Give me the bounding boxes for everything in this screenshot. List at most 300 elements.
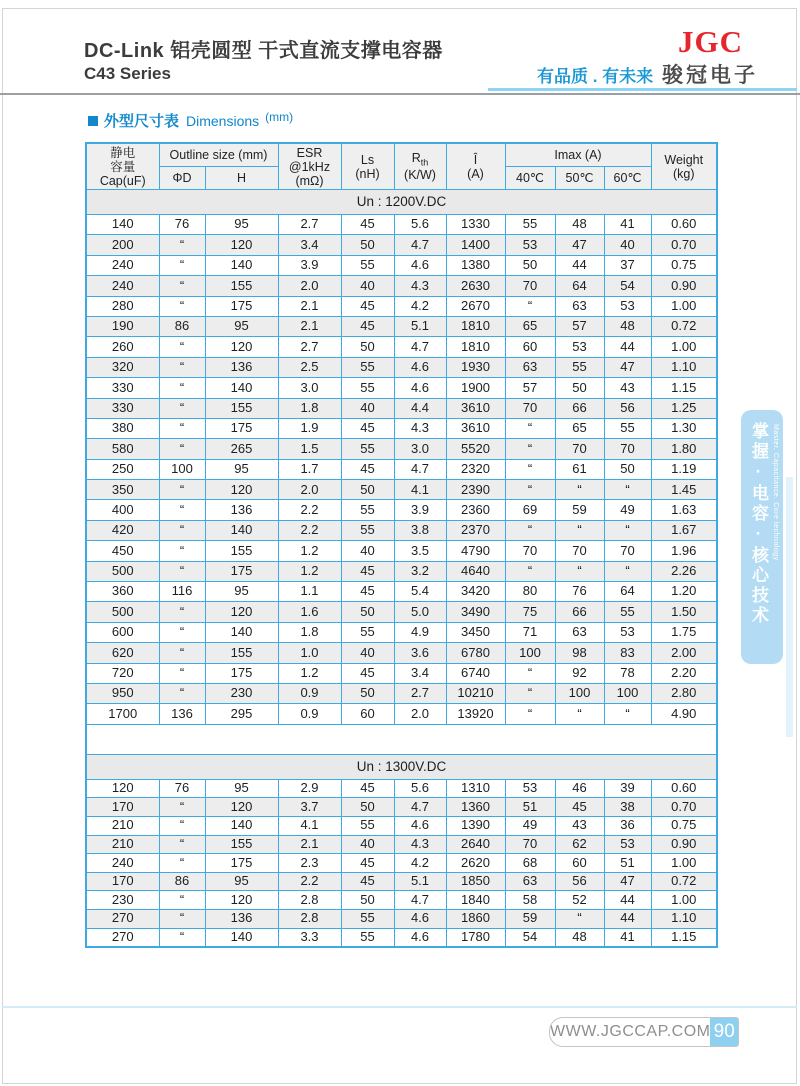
- table-row: [86, 357, 717, 377]
- cell: 50: [604, 459, 651, 479]
- cell: “: [555, 520, 604, 540]
- cell: “: [505, 704, 555, 724]
- cell: “: [604, 704, 651, 724]
- section-title-en: Dimensions: [186, 112, 260, 129]
- cell: 43: [604, 378, 651, 398]
- sidebar-accent-strip: [786, 477, 793, 737]
- cell: 56: [555, 872, 604, 891]
- cell: 1.96: [651, 541, 717, 561]
- col-header-height: H: [205, 167, 278, 190]
- cell: 59: [555, 500, 604, 520]
- cell: 50: [341, 891, 394, 910]
- cell: 1.00: [651, 296, 717, 316]
- cell: 45: [555, 798, 604, 817]
- cell: “: [159, 835, 205, 854]
- cell: 350: [86, 480, 159, 500]
- cell: 55: [604, 602, 651, 622]
- cell: 100: [555, 683, 604, 703]
- cell: 120: [205, 891, 278, 910]
- section-title: [88, 110, 293, 131]
- footer-pill: [549, 1017, 739, 1047]
- cell: “: [555, 561, 604, 581]
- table-row: [86, 891, 717, 910]
- cell: 44: [604, 891, 651, 910]
- cell: 47: [604, 357, 651, 377]
- spec-table-body: [86, 190, 717, 948]
- cell: 2.2: [278, 872, 341, 891]
- table-row: [86, 541, 717, 561]
- cell: 1.20: [651, 582, 717, 602]
- cell: 37: [604, 255, 651, 275]
- header-row-1: [86, 143, 717, 167]
- cell: 210: [86, 816, 159, 835]
- cell: 2.00: [651, 643, 717, 663]
- company-name: 骏冠电子: [662, 64, 758, 87]
- cell: 2.0: [278, 480, 341, 500]
- cell: “: [159, 480, 205, 500]
- cell: 98: [555, 643, 604, 663]
- cell: 50: [341, 337, 394, 357]
- cell: 61: [555, 459, 604, 479]
- cell: 265: [205, 439, 278, 459]
- cell: 55: [341, 357, 394, 377]
- cell: 4.6: [394, 357, 446, 377]
- cell: “: [159, 337, 205, 357]
- table-row: [86, 296, 717, 316]
- cell: 2620: [446, 854, 505, 873]
- cell: 45: [341, 582, 394, 602]
- cell: 55: [341, 928, 394, 947]
- cell: 40: [341, 643, 394, 663]
- cell: 2.7: [278, 215, 341, 235]
- cell: 450: [86, 541, 159, 561]
- col-header-cap: 静电 容量 Cap(uF): [86, 143, 159, 190]
- cell: 40: [341, 398, 394, 418]
- cell: 66: [555, 398, 604, 418]
- cell: 1.0: [278, 643, 341, 663]
- col-header-rth: $R_{th}$ (K/W): [394, 143, 446, 190]
- cell: 63: [555, 622, 604, 642]
- cell: 2.80: [651, 683, 717, 703]
- section-label: Un : 1200V.DC: [86, 190, 717, 215]
- cell: “: [159, 255, 205, 275]
- cell: 620: [86, 643, 159, 663]
- cell: 55: [341, 622, 394, 642]
- table-row: [86, 276, 717, 296]
- table-row: [86, 643, 717, 663]
- col-header-60c: 60℃: [604, 167, 651, 190]
- cell: “: [159, 276, 205, 296]
- table-row: [86, 561, 717, 581]
- cell: 2.2: [278, 500, 341, 520]
- cell: 155: [205, 643, 278, 663]
- cell: 71: [505, 622, 555, 642]
- cell: 6780: [446, 643, 505, 663]
- cell: 0.60: [651, 215, 717, 235]
- cell: 1810: [446, 337, 505, 357]
- cell: 76: [159, 779, 205, 798]
- cell: 100: [505, 643, 555, 663]
- cell: 95: [205, 459, 278, 479]
- table-row: [86, 235, 717, 255]
- cell: 50: [505, 255, 555, 275]
- table-row: [86, 215, 717, 235]
- cell: 76: [159, 215, 205, 235]
- cell: “: [555, 480, 604, 500]
- cell: 2.5: [278, 357, 341, 377]
- cell: 175: [205, 418, 278, 438]
- cell: 53: [505, 779, 555, 798]
- cell: “: [159, 891, 205, 910]
- cell: 5.6: [394, 215, 446, 235]
- cell: 1.45: [651, 480, 717, 500]
- cell: “: [159, 500, 205, 520]
- cell: 4.1: [278, 816, 341, 835]
- cell: 45: [341, 296, 394, 316]
- cell: 3610: [446, 398, 505, 418]
- cell: 46: [555, 779, 604, 798]
- table-row: [86, 337, 717, 357]
- spec-table: [85, 142, 718, 948]
- cell: 0.90: [651, 276, 717, 296]
- cell: 3.3: [278, 928, 341, 947]
- cell: 95: [205, 582, 278, 602]
- cell: 4.7: [394, 337, 446, 357]
- cell: 4.3: [394, 418, 446, 438]
- cell: “: [159, 418, 205, 438]
- section-label-row: [86, 754, 717, 779]
- cell: 64: [555, 276, 604, 296]
- cell: 210: [86, 835, 159, 854]
- cell: 47: [555, 235, 604, 255]
- cell: 0.70: [651, 235, 717, 255]
- cell: 3.7: [278, 798, 341, 817]
- table-row: [86, 459, 717, 479]
- cell: 0.72: [651, 872, 717, 891]
- cell: 2370: [446, 520, 505, 540]
- cell: 240: [86, 854, 159, 873]
- cell: “: [604, 520, 651, 540]
- cell: 1.2: [278, 663, 341, 683]
- cell: 60: [555, 854, 604, 873]
- cell: 270: [86, 909, 159, 928]
- cell: 140: [205, 378, 278, 398]
- cell: 2.26: [651, 561, 717, 581]
- cell: 170: [86, 872, 159, 891]
- cell: 48: [604, 316, 651, 336]
- cell: 57: [505, 378, 555, 398]
- cell: 45: [341, 779, 394, 798]
- cell: “: [159, 928, 205, 947]
- cell: 45: [341, 316, 394, 336]
- cell: 4.7: [394, 891, 446, 910]
- table-row: [86, 480, 717, 500]
- cell: 50: [341, 798, 394, 817]
- cell: 360: [86, 582, 159, 602]
- cell: 48: [555, 928, 604, 947]
- cell: 1.9: [278, 418, 341, 438]
- col-header-outline: Outline size (mm): [159, 143, 278, 167]
- cell: 53: [604, 835, 651, 854]
- cell: 4.9: [394, 622, 446, 642]
- cell: 4790: [446, 541, 505, 561]
- cell: “: [159, 561, 205, 581]
- cell: 136: [205, 909, 278, 928]
- cell: 3.9: [394, 500, 446, 520]
- cell: 2.1: [278, 296, 341, 316]
- table-row: [86, 798, 717, 817]
- section-title-unit: (mm): [265, 109, 294, 124]
- col-header-esr: ESR @1kHz (mΩ): [278, 143, 341, 190]
- cell: 54: [505, 928, 555, 947]
- sidebar-slogan-cn: 掌握·电容·核心技术: [749, 422, 768, 626]
- cell: 4.7: [394, 235, 446, 255]
- table-row: [86, 704, 717, 724]
- cell: “: [604, 480, 651, 500]
- cell: 1700: [86, 704, 159, 724]
- cell: “: [159, 541, 205, 561]
- cell: 50: [341, 480, 394, 500]
- cell: 50: [341, 235, 394, 255]
- cell: 1380: [446, 255, 505, 275]
- cell: 0.9: [278, 704, 341, 724]
- cell: 1.80: [651, 439, 717, 459]
- col-header-ipeak: Î (A): [446, 143, 505, 190]
- cell: 52: [555, 891, 604, 910]
- cell: 4.3: [394, 835, 446, 854]
- cell: “: [159, 357, 205, 377]
- cell: 63: [505, 357, 555, 377]
- cell: 600: [86, 622, 159, 642]
- cell: 45: [341, 459, 394, 479]
- cell: 41: [604, 928, 651, 947]
- cell: 4.3: [394, 276, 446, 296]
- cell: 57: [555, 316, 604, 336]
- cell: 240: [86, 255, 159, 275]
- cell: 140: [205, 928, 278, 947]
- col-header-imax: Imax (A): [505, 143, 651, 167]
- cell: 1.5: [278, 439, 341, 459]
- cell: 3.9: [278, 255, 341, 275]
- cell: 2.3: [278, 854, 341, 873]
- cell: 6740: [446, 663, 505, 683]
- cell: 59: [505, 909, 555, 928]
- cell: 4.90: [651, 704, 717, 724]
- cell: 500: [86, 561, 159, 581]
- cell: 3610: [446, 418, 505, 438]
- cell: 3.2: [394, 561, 446, 581]
- cell: 1.00: [651, 891, 717, 910]
- cell: 120: [86, 779, 159, 798]
- cell: 4.6: [394, 255, 446, 275]
- cell: 140: [205, 622, 278, 642]
- cell: 155: [205, 276, 278, 296]
- cell: 4.2: [394, 854, 446, 873]
- cell: 4640: [446, 561, 505, 581]
- cell: “: [505, 459, 555, 479]
- cell: 155: [205, 398, 278, 418]
- cell: 80: [505, 582, 555, 602]
- cell: 55: [604, 418, 651, 438]
- col-header-ls: Ls (nH): [341, 143, 394, 190]
- cell: 2320: [446, 459, 505, 479]
- cell: 60: [505, 337, 555, 357]
- cell: 120: [205, 798, 278, 817]
- cell: 65: [505, 316, 555, 336]
- cell: 330: [86, 378, 159, 398]
- cell: 66: [555, 602, 604, 622]
- table-row: [86, 439, 717, 459]
- cell: 45: [341, 561, 394, 581]
- table-row: [86, 378, 717, 398]
- col-header-weight: Weight (kg): [651, 143, 717, 190]
- cell: 49: [505, 816, 555, 835]
- cell: 4.1: [394, 480, 446, 500]
- cell: 51: [505, 798, 555, 817]
- cell: 55: [341, 500, 394, 520]
- cell: 38: [604, 798, 651, 817]
- cell: 1780: [446, 928, 505, 947]
- cell: 1.67: [651, 520, 717, 540]
- cell: 320: [86, 357, 159, 377]
- cell: 720: [86, 663, 159, 683]
- table-row: [86, 663, 717, 683]
- cell: 70: [505, 541, 555, 561]
- cell: “: [505, 418, 555, 438]
- cell: 230: [205, 683, 278, 703]
- cell: 1400: [446, 235, 505, 255]
- table-row: [86, 683, 717, 703]
- cell: “: [159, 816, 205, 835]
- table-row: [86, 316, 717, 336]
- cell: “: [159, 520, 205, 540]
- cell: 5.0: [394, 602, 446, 622]
- cell: 2390: [446, 480, 505, 500]
- cell: 55: [555, 357, 604, 377]
- cell: “: [159, 683, 205, 703]
- cell: 2.2: [278, 520, 341, 540]
- table-row: [86, 835, 717, 854]
- cell: 330: [86, 398, 159, 418]
- cell: 420: [86, 520, 159, 540]
- cell: 75: [505, 602, 555, 622]
- cell: 136: [159, 704, 205, 724]
- gap-cell: [86, 724, 717, 754]
- cell: 1.10: [651, 909, 717, 928]
- cell: 64: [604, 582, 651, 602]
- table-row: [86, 622, 717, 642]
- cell: 1.7: [278, 459, 341, 479]
- cell: 69: [505, 500, 555, 520]
- cell: 3.0: [278, 378, 341, 398]
- cell: 0.90: [651, 835, 717, 854]
- cell: 63: [505, 872, 555, 891]
- cell: 0.70: [651, 798, 717, 817]
- footer-website: WWW.JGCCAP.COM: [550, 1023, 711, 1040]
- cell: 175: [205, 663, 278, 683]
- sidebar-banner: [741, 410, 783, 664]
- cell: 2360: [446, 500, 505, 520]
- table-row: [86, 255, 717, 275]
- cell: 136: [205, 500, 278, 520]
- cell: 2.9: [278, 779, 341, 798]
- cell: 1.2: [278, 541, 341, 561]
- cell: 70: [604, 541, 651, 561]
- cell: 155: [205, 835, 278, 854]
- cell: 1.63: [651, 500, 717, 520]
- table-row: [86, 872, 717, 891]
- cell: 55: [341, 439, 394, 459]
- cell: 10210: [446, 683, 505, 703]
- cell: 44: [604, 337, 651, 357]
- footer-divider: [2, 1006, 797, 1008]
- cell: 4.6: [394, 909, 446, 928]
- cell: 95: [205, 215, 278, 235]
- cell: 5.1: [394, 872, 446, 891]
- cell: 170: [86, 798, 159, 817]
- cell: 120: [205, 602, 278, 622]
- cell: 68: [505, 854, 555, 873]
- cell: 40: [604, 235, 651, 255]
- cell: 0.9: [278, 683, 341, 703]
- cell: 55: [341, 378, 394, 398]
- cell: 13920: [446, 704, 505, 724]
- cell: 55: [505, 215, 555, 235]
- cell: 1.1: [278, 582, 341, 602]
- cell: 4.6: [394, 378, 446, 398]
- cell: 53: [555, 337, 604, 357]
- cell: 2.7: [278, 337, 341, 357]
- cell: 175: [205, 854, 278, 873]
- header-divider: [0, 93, 800, 95]
- table-row: [86, 816, 717, 835]
- cell: 0.75: [651, 255, 717, 275]
- cell: “: [505, 520, 555, 540]
- cell: 3450: [446, 622, 505, 642]
- cell: “: [505, 683, 555, 703]
- cell: 50: [341, 683, 394, 703]
- cell: 950: [86, 683, 159, 703]
- cell: 1.00: [651, 337, 717, 357]
- cell: 175: [205, 296, 278, 316]
- cell: 51: [604, 854, 651, 873]
- col-header-diameter: ΦD: [159, 167, 205, 190]
- cell: “: [159, 602, 205, 622]
- cell: 70: [604, 439, 651, 459]
- cell: 95: [205, 316, 278, 336]
- cell: 3420: [446, 582, 505, 602]
- cell: 100: [604, 683, 651, 703]
- cell: “: [505, 561, 555, 581]
- cell: 1.75: [651, 622, 717, 642]
- cell: 2640: [446, 835, 505, 854]
- page-number-badge: 90: [710, 1018, 738, 1046]
- cell: 76: [555, 582, 604, 602]
- cell: 1.50: [651, 602, 717, 622]
- cell: 175: [205, 561, 278, 581]
- cell: 4.7: [394, 798, 446, 817]
- cell: “: [505, 480, 555, 500]
- cell: “: [505, 663, 555, 683]
- cell: “: [159, 398, 205, 418]
- cell: 47: [604, 872, 651, 891]
- cell: 500: [86, 602, 159, 622]
- cell: “: [159, 854, 205, 873]
- cell: 100: [159, 459, 205, 479]
- cell: 45: [341, 872, 394, 891]
- cell: 1390: [446, 816, 505, 835]
- cell: 260: [86, 337, 159, 357]
